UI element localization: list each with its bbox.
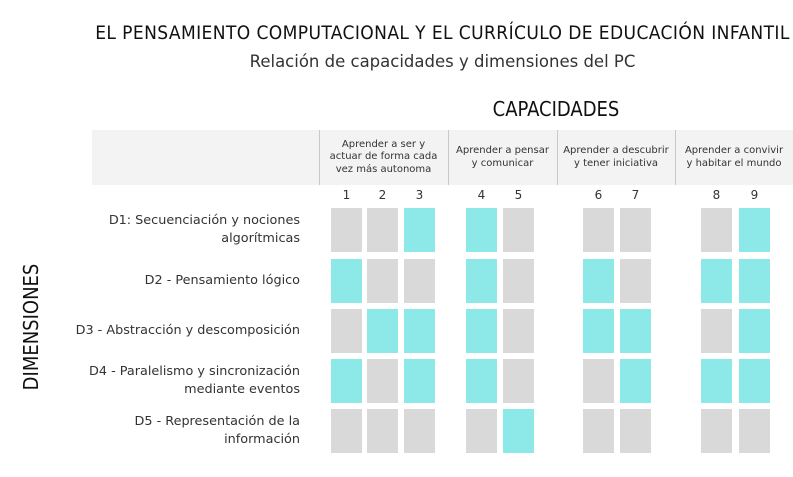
heatmap-cell-active	[466, 359, 497, 403]
heatmap-cell-inactive	[503, 259, 534, 303]
heatmap-cell-active	[404, 309, 435, 353]
heatmap-cell-inactive	[367, 259, 398, 303]
heatmap-cell-inactive	[331, 309, 362, 353]
heatmap-cell-active	[331, 259, 362, 303]
heatmap-cell-active	[331, 359, 362, 403]
heatmap-cell-active	[466, 309, 497, 353]
heatmap-cell-inactive	[739, 409, 770, 453]
header-separator	[557, 130, 558, 185]
heatmap-cell-active	[739, 309, 770, 353]
capability-group-label: Aprender a convivir y habitar el mundo	[684, 145, 784, 169]
dimension-row-label: D4 - Paralelismo y sincronización mediante eventos	[89, 364, 300, 397]
heatmap-cell-active	[739, 259, 770, 303]
heatmap-cell-inactive	[620, 259, 651, 303]
capability-group-label: Aprender a descubrir y tener iniciativa	[563, 145, 669, 169]
heatmap-cell-active	[620, 309, 651, 353]
column-number-label: 7	[631, 188, 640, 202]
heatmap-cell-inactive	[331, 208, 362, 252]
heatmap-cell-inactive	[583, 409, 614, 453]
heatmap-cell-inactive	[620, 409, 651, 453]
chart-title: EL PENSAMIENTO COMPUTACIONAL Y EL CURRÍCULO DE EDUCACIÓN INFANTIL	[95, 22, 790, 44]
column-number-label: 6	[594, 188, 603, 202]
heatmap-cell-active	[583, 309, 614, 353]
heatmap-cell-inactive	[367, 409, 398, 453]
column-number-label: 5	[514, 188, 523, 202]
heatmap-cell-inactive	[367, 359, 398, 403]
heatmap-cell-active	[620, 359, 651, 403]
heatmap-cell-active	[404, 359, 435, 403]
heatmap-cell-inactive	[404, 259, 435, 303]
capacidades-axis-title: CAPACIDADES	[492, 97, 620, 121]
heatmap-cell-active	[503, 409, 534, 453]
column-number-label: 4	[477, 188, 486, 202]
heatmap-cell-active	[404, 208, 435, 252]
capability-group-label: Aprender a pensar y comunicar	[456, 145, 549, 169]
heatmap-cell-inactive	[466, 409, 497, 453]
heatmap-cell-active	[367, 309, 398, 353]
column-number-label: 3	[415, 188, 424, 202]
heatmap-cell-active	[466, 259, 497, 303]
heatmap-cell-inactive	[701, 208, 732, 252]
header-separator	[319, 130, 320, 185]
heatmap-cell-inactive	[503, 309, 534, 353]
heatmap-cell-inactive	[367, 208, 398, 252]
dimensiones-axis-title: DIMENSIONES	[19, 263, 43, 391]
column-number-label: 2	[378, 188, 387, 202]
heatmap-cell-active	[583, 259, 614, 303]
heatmap-cell-inactive	[404, 409, 435, 453]
heatmap-cell-inactive	[331, 409, 362, 453]
heatmap-cell-inactive	[503, 208, 534, 252]
heatmap-cell-active	[701, 259, 732, 303]
capability-group-label: Aprender a ser y actuar de forma cada vez más autonoma	[329, 138, 438, 175]
column-number-label: 8	[712, 188, 721, 202]
heatmap-cell-active	[701, 359, 732, 403]
heatmap-cell-inactive	[583, 359, 614, 403]
heatmap-cell-inactive	[620, 208, 651, 252]
dimension-row-label: D1: Secuenciación y nociones algorítmicas	[108, 213, 300, 246]
heatmap-cell-active	[739, 359, 770, 403]
column-number-label: 1	[342, 188, 351, 202]
column-number-label: 9	[750, 188, 759, 202]
header-separator	[448, 130, 449, 185]
dimension-row-label: D3 - Abstracción y descomposición	[75, 323, 300, 338]
heatmap-cell-inactive	[701, 409, 732, 453]
dimension-row-label: D2 - Pensamiento lógico	[144, 273, 300, 288]
heatmap-cell-inactive	[701, 309, 732, 353]
chart-subtitle: Relación de capacidades y dimensiones del PC	[249, 52, 636, 71]
heatmap-cell-inactive	[583, 208, 614, 252]
heatmap-cell-active	[466, 208, 497, 252]
heatmap-cell-inactive	[503, 359, 534, 403]
dimension-row-label: D5 - Representación de la información	[134, 414, 300, 447]
heatmap-cell-active	[739, 208, 770, 252]
header-separator	[675, 130, 676, 185]
